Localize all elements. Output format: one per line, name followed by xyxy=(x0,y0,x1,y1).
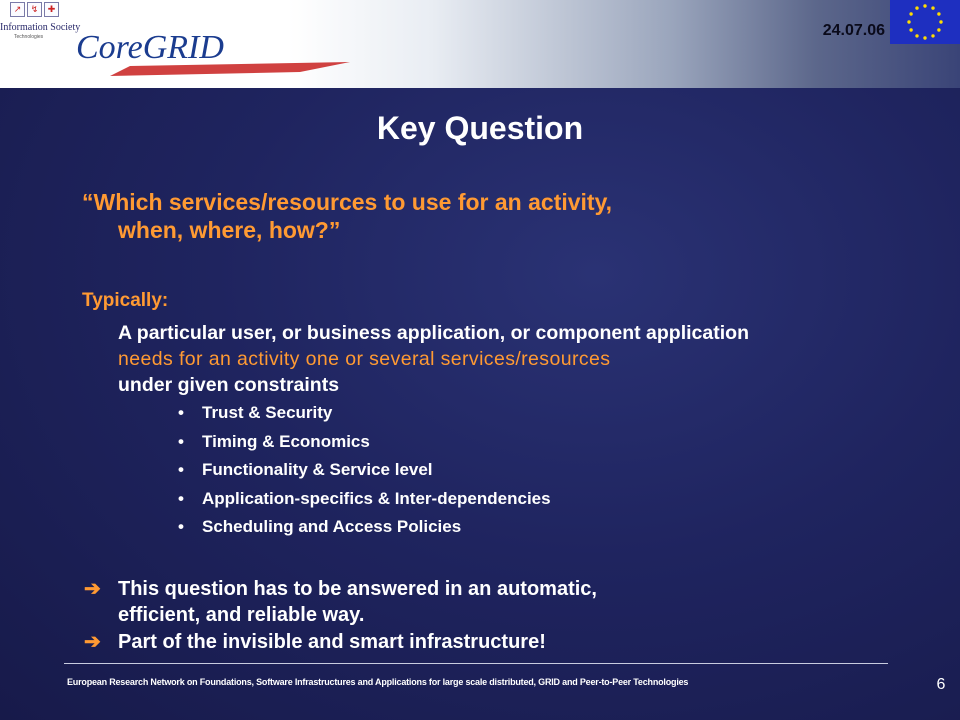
list-item xyxy=(178,400,551,429)
list-item xyxy=(178,429,551,458)
coregrid-logo-text: CoreGRID xyxy=(76,29,224,66)
information-society-logo xyxy=(0,0,81,44)
arrow-item-line-1: Part of the invisible and smart infrastructure! xyxy=(118,631,546,653)
right-arrow-icon: ➔ xyxy=(84,578,101,600)
bullet-dot-icon: • xyxy=(178,488,184,508)
para-line-3: under given constraints xyxy=(118,374,340,396)
constraints-list xyxy=(178,400,551,543)
bullet-dot-icon: • xyxy=(178,460,184,479)
slide-date: 24.07.06 xyxy=(822,22,885,39)
right-arrow-icon: ➔ xyxy=(84,631,101,653)
footer-divider xyxy=(64,663,888,664)
arrow-item xyxy=(84,576,784,628)
page-number: 6 xyxy=(936,676,946,693)
bullet-text: Scheduling and Access Policies xyxy=(202,517,462,536)
logo-tile-icon: ✚ xyxy=(44,2,59,17)
logo-tile-icon: ↯ xyxy=(27,2,42,17)
bullet-dot-icon: • xyxy=(178,403,184,422)
bullet-dot-icon: • xyxy=(178,517,184,536)
question-line-1: “Which services/resources to use for an activity, xyxy=(82,189,613,215)
para-line-2: needs for an activity one or several services/resources xyxy=(118,348,611,370)
logo-subtext: Technologies xyxy=(14,34,44,40)
list-item xyxy=(178,514,551,543)
logo-text: Information Society xyxy=(0,22,81,33)
coregrid-logo xyxy=(70,22,370,78)
header-band xyxy=(0,0,960,88)
arrow-item xyxy=(84,629,784,655)
footer-text: European Research Network on Foundations, Software Infrastructures and Applications for large scale distributed, GRID and Peer-to-Peer Technologies xyxy=(67,677,689,687)
para-line-1: A particular user, or business application, or component application xyxy=(118,322,749,344)
logo-tile-icon: ↗ xyxy=(10,2,25,17)
bullet-text: Timing & Economics xyxy=(202,431,370,451)
typically-label: Typically: xyxy=(82,290,169,311)
list-item xyxy=(178,457,551,486)
list-item xyxy=(178,486,551,515)
slide-title: Key Question xyxy=(376,110,584,146)
bullet-text: Application-specifics & Inter-dependencies xyxy=(202,488,551,508)
question-line-2: when, where, how?” xyxy=(118,217,341,243)
bullet-text: Trust & Security xyxy=(202,403,333,422)
arrow-item-line-2: efficient, and reliable way. xyxy=(118,604,365,626)
description-paragraph xyxy=(118,320,938,398)
arrow-item-line-1: This question has to be answered in an automatic, xyxy=(118,578,597,600)
bullet-dot-icon: • xyxy=(178,431,184,451)
key-question xyxy=(82,188,722,244)
eu-flag-icon xyxy=(890,0,960,44)
bullet-text: Functionality & Service level xyxy=(202,460,433,479)
